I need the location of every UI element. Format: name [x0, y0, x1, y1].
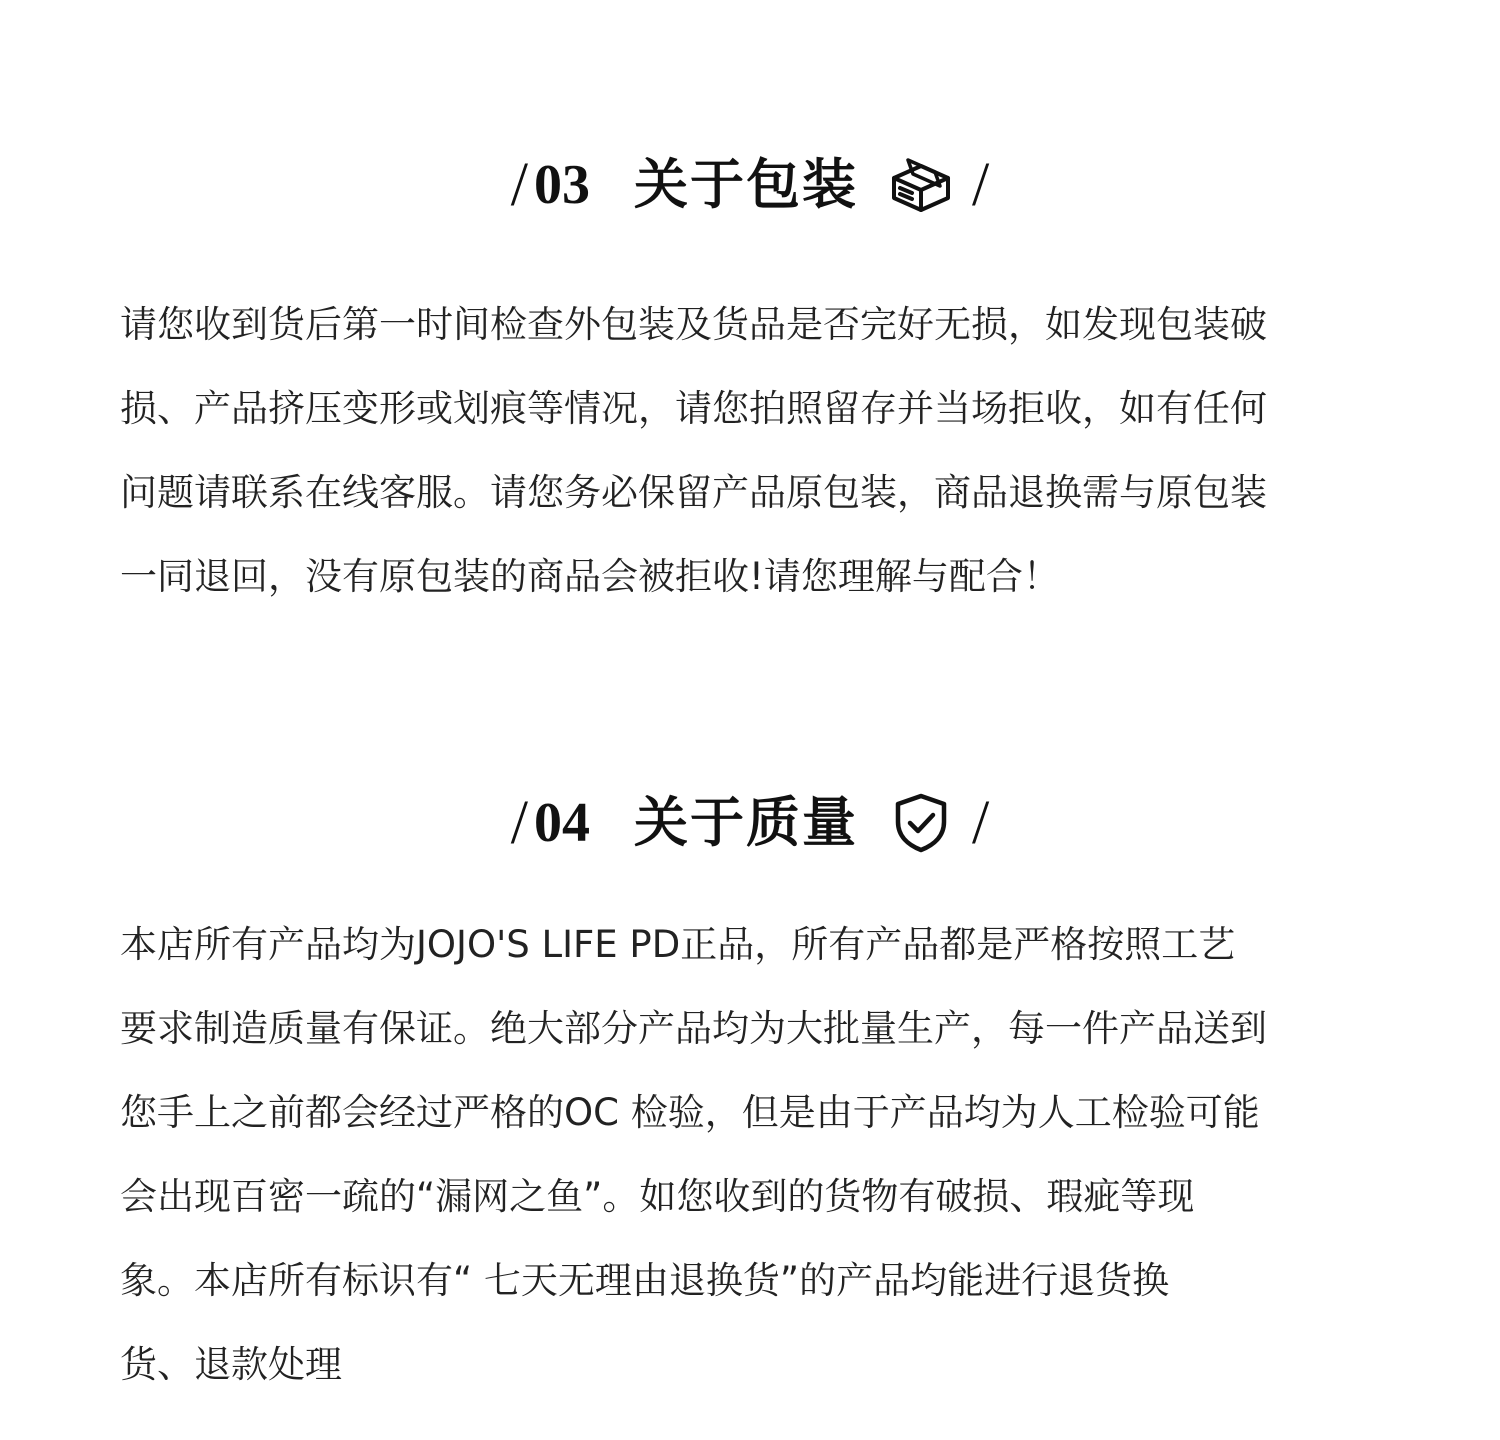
section-quality	[0, 778, 1500, 1386]
heading-slash-open: /	[510, 789, 528, 857]
heading-slash-close: /	[972, 151, 990, 219]
section-heading	[0, 140, 1500, 230]
heading-slash-open: /	[510, 151, 528, 219]
section-packaging	[0, 140, 1500, 598]
section-number: 04	[534, 792, 590, 854]
box-icon	[888, 152, 954, 218]
section-number: 03	[534, 154, 590, 216]
section-body: 本店所有产品均为JOJO'S LIFE PD正品，所有产品都是严格按照工艺 要求制造质量有保证。绝大部分产品均为大批量生产，每一件产品送到 您手上之前都会经过严格的OC 检验，但是由于产品均为人工检验可能 会出现百密一疏的“漏网之鱼”。如您收到的货物有破损、瑕疵等现 象。本店所有标识有“ 七天无理由退换货”的产品均能进行退货换 货、退款处理	[120, 923, 1267, 1386]
section-heading	[0, 778, 1500, 868]
shield-check-icon	[888, 790, 954, 856]
section-title: 关于包装	[634, 153, 858, 216]
section-body: 请您收到货后第一时间检查外包装及货品是否完好无损，如发现包装破 损、产品挤压变形或划痕等情况，请您拍照留存并当场拒收，如有任何 问题请联系在线客服。请您务必保留产品原包装，商品退换需与原包装 一同退回，没有原包装的商品会被拒收!请您理解与配合！	[120, 303, 1267, 598]
heading-slash-close: /	[972, 789, 990, 857]
section-title: 关于质量	[634, 791, 858, 854]
